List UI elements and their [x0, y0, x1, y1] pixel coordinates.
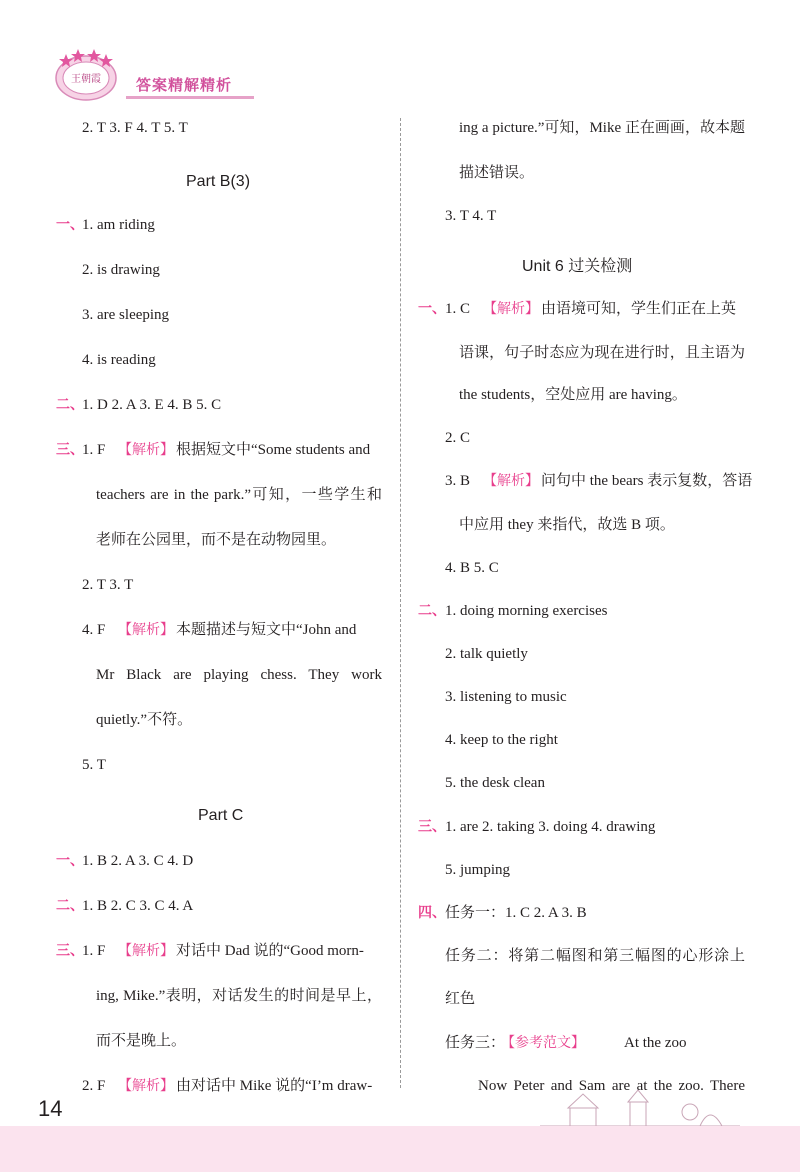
answer-line: 1. are 2. taking 3. doing 4. drawing [445, 819, 656, 835]
part-heading: Part C [198, 807, 244, 824]
analysis-tag: 【解析】 [118, 622, 174, 638]
answer-line: 1. B 2. C 3. C 4. A [82, 898, 194, 914]
explanation-text: Mr Black are playing chess. They work [96, 667, 382, 683]
analysis-tag: 【解析】 [483, 301, 539, 317]
answer-line: 4. B 5. C [445, 560, 499, 576]
svg-text:王朝霞: 王朝霞 [71, 74, 101, 85]
section-label: 三、 [56, 442, 84, 458]
explanation-text: 中应用 they 来指代，故选 B 项。 [459, 517, 675, 533]
section-label: 三、 [56, 943, 84, 959]
section-title: 答案精解精析 [136, 76, 233, 94]
answer-line: 2. T 3. F 4. T 5. T [82, 120, 188, 136]
analysis-tag: 【解析】 [118, 943, 174, 959]
page-header [0, 0, 800, 110]
explanation-text: 根据短文中“Some students and [176, 442, 371, 458]
answer-line: 1. am riding [82, 217, 155, 233]
section-label: 二、 [56, 898, 84, 914]
essay-title: At the zoo [624, 1035, 687, 1051]
answer-line: 2. C [445, 430, 471, 446]
part-heading: Part B(3) [186, 173, 251, 190]
explanation-text: 对话中 Dad 说的“Good morn- [176, 943, 364, 959]
section-label: 一、 [56, 217, 84, 233]
explanation-text: 由语境可知，学生们正在上英 [541, 301, 737, 317]
analysis-tag: 【解析】 [118, 1078, 174, 1094]
explanation-text: quietly.”不符。 [96, 712, 193, 728]
page-footer-band [0, 1126, 800, 1172]
section-label: 一、 [56, 853, 84, 869]
explanation-text: 老师在公园里，而不是在动物园里。 [96, 532, 337, 548]
answer-line: 5. jumping [445, 862, 511, 878]
explanation-text: the students，空处应用 are having。 [459, 387, 687, 403]
answer-line: 3. are sleeping [82, 307, 170, 323]
analysis-tag: 【解析】 [118, 442, 174, 458]
explanation-text: 而不是晚上。 [96, 1033, 187, 1049]
answer-line: 1. B 2. A 3. C 4. D [82, 853, 194, 869]
explanation-text: 由对话中 Mike 说的“I’m draw- [176, 1078, 373, 1094]
answer-line: 1. D 2. A 3. E 4. B 5. C [82, 397, 222, 413]
essay-text: Now Peter and Sam are at the zoo. There [478, 1078, 745, 1094]
answer-line: 任务一：1. C 2. A 3. B [445, 905, 587, 921]
answer-line: 5. the desk clean [445, 775, 545, 791]
brand-logo [46, 44, 126, 104]
answer-line: 2. T 3. T [82, 577, 134, 593]
answer-line: 1. doing morning exercises [445, 603, 608, 619]
answer-line: 4. keep to the right [445, 732, 558, 748]
column-divider [400, 118, 401, 1088]
answer-line: 1. F [82, 442, 106, 458]
sample-essay-tag: 【参考范文】 [501, 1035, 585, 1051]
explanation-text: 本题描述与短文中“John and [176, 622, 357, 638]
explanation-text: 描述错误。 [459, 165, 535, 181]
answer-line: 1. C [445, 301, 471, 317]
answer-line: 5. T [82, 757, 106, 773]
answer-line: 4. F [82, 622, 106, 638]
analysis-tag: 【解析】 [483, 473, 539, 489]
answer-line: 1. F [82, 943, 106, 959]
title-underline [126, 96, 254, 99]
decorative-illustration [540, 1088, 740, 1128]
section-label: 四、 [418, 905, 446, 921]
unit-heading: Unit 6 过关检测 [522, 258, 633, 275]
answer-line: 3. B [445, 473, 471, 489]
answer-line: 4. is reading [82, 352, 156, 368]
section-label: 三、 [418, 819, 446, 835]
explanation-text: ing, Mike.”表明，对话发生的时间是早上， [96, 988, 382, 1004]
explanation-text: 问句中 the bears 表示复数，答语 [541, 473, 753, 489]
section-label: 二、 [56, 397, 84, 413]
answer-line: 3. T 4. T [445, 208, 497, 224]
section-label: 二、 [418, 603, 446, 619]
answer-line: 2. F [82, 1078, 106, 1094]
page-number: 14 [38, 1096, 63, 1121]
explanation-text: teachers are in the park.”可知，一些学生和 [96, 487, 382, 503]
explanation-text: 语课，句子时态应为现在进行时，且主语为 [459, 345, 745, 361]
explanation-text: ing a picture.”可知，Mike 正在画画，故本题 [459, 120, 745, 136]
answer-line: 2. is drawing [82, 262, 160, 278]
answer-line: 2. talk quietly [445, 646, 528, 662]
answer-line: 任务三： [445, 1035, 506, 1051]
answer-line: 红色 [445, 991, 476, 1007]
answer-line: 3. listening to music [445, 689, 567, 705]
answer-line: 任务二：将第二幅图和第三幅图的心形涂上 [445, 948, 745, 964]
section-label: 一、 [418, 301, 446, 317]
